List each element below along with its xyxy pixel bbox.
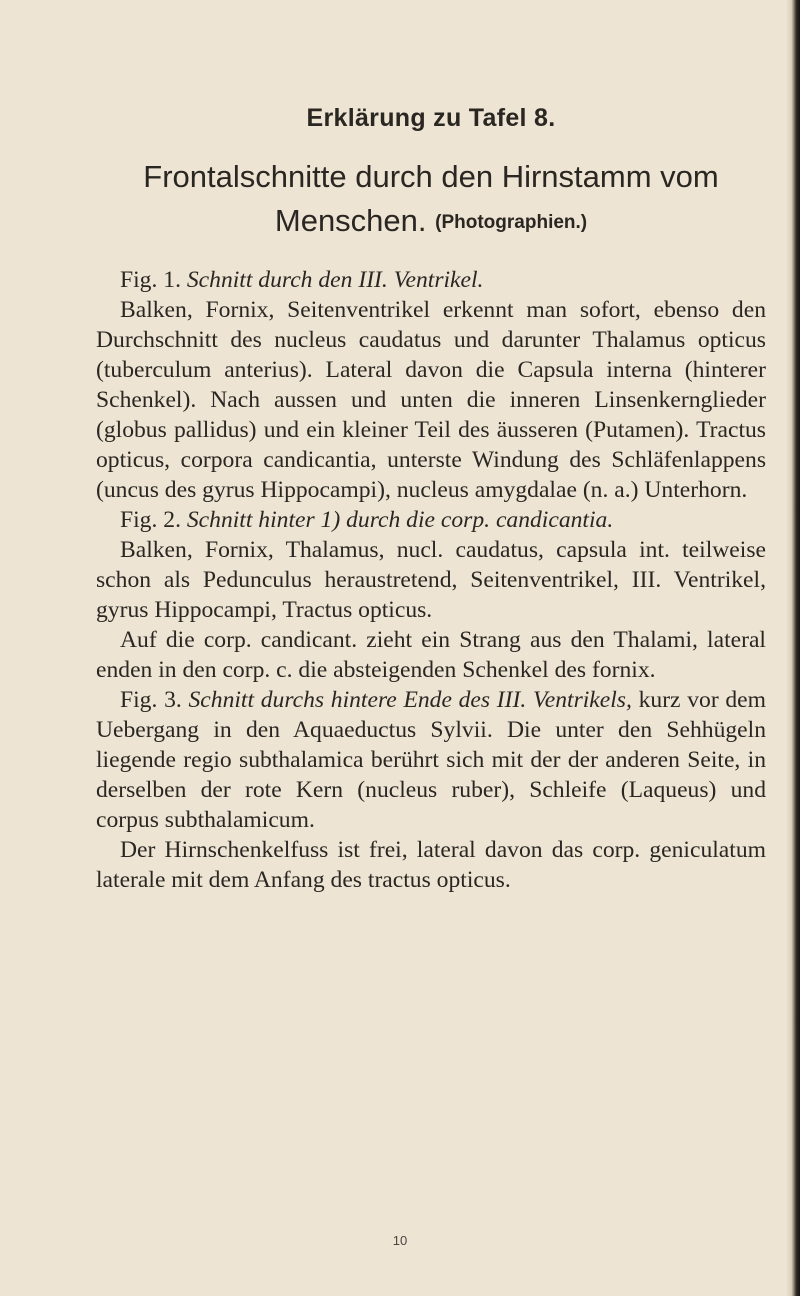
- figure-2-paragraph-2: Auf die corp. candicant. zieht ein Strang aus den Thalami, lateral enden in den corp. c. die absteigenden Schenkel des fornix.: [96, 627, 766, 683]
- plate-heading: Erklärung zu Tafel 8.: [306, 104, 556, 132]
- figure-2-label: Fig. 2.: [120, 507, 181, 533]
- body-text: [96, 265, 766, 895]
- figure-3-caption: [96, 685, 766, 835]
- figure-1-paragraph: Balken, Fornix, Seitenventrikel erkennt man sofort, ebenso den Durchschnitt des nucleus caudatus und darunter Thalamus opticus (tuberculum anterius). Lateral davon die Capsula interna (hinterer Schenkel). Nach aussen und unten die inneren Linsenkernglieder (globus pallidus) und ein kleiner Teil des äusseren (Putamen). Tractus opticus, corpora candicantia, unterste Windung des Schläfenlappens (uncus des gyrus Hippocampi), nucleus amygdalae (n. a.) Unterhorn.: [96, 297, 766, 503]
- figure-3-title: Schnitt durchs hintere Ende des III. Ventrikels,: [188, 687, 632, 713]
- page-number: 10: [392, 1233, 408, 1248]
- figure-1-label: Fig. 1.: [120, 267, 181, 293]
- figure-2-caption: [96, 505, 766, 535]
- subtitle-note: (Photographien.): [435, 212, 588, 233]
- figure-2-paragraph-1: Balken, Fornix, Thalamus, nucl. caudatus, capsula int. teilweise schon als Pedunculus heraustretend, Seitenventrikel, III. Ventrikel, gyrus Hippocampi, Tractus opticus.: [96, 537, 766, 623]
- document-page: [96, 104, 766, 895]
- subtitle-text: Frontalschnitte durch den Hirnstamm vom Menschen.: [143, 159, 719, 238]
- section-subtitle: [96, 155, 766, 245]
- figure-1-caption: [96, 265, 766, 295]
- figure-1-title: Schnitt durch den III. Ventrikel.: [186, 267, 484, 293]
- figure-3-paragraph-1: kurz vor dem Uebergang in den Aquaeductus Sylvii. Die unter den Sehhügeln liegende regio subthalamica berührt sich mit der der anderen Seite, in derselben der rote Kern (nucleus ruber), Schleife (Laqueus) und corpus subthalamicum.: [96, 687, 767, 833]
- page-edge-shadow: [786, 0, 800, 1296]
- figure-3-paragraph-2: Der Hirnschenkelfuss ist frei, lateral davon das corp. geniculatum laterale mit dem Anfang des tractus opticus.: [96, 837, 766, 893]
- figure-3-label: Fig. 3.: [120, 687, 182, 713]
- figure-2-title: Schnitt hinter 1) durch die corp. candicantia.: [186, 507, 614, 533]
